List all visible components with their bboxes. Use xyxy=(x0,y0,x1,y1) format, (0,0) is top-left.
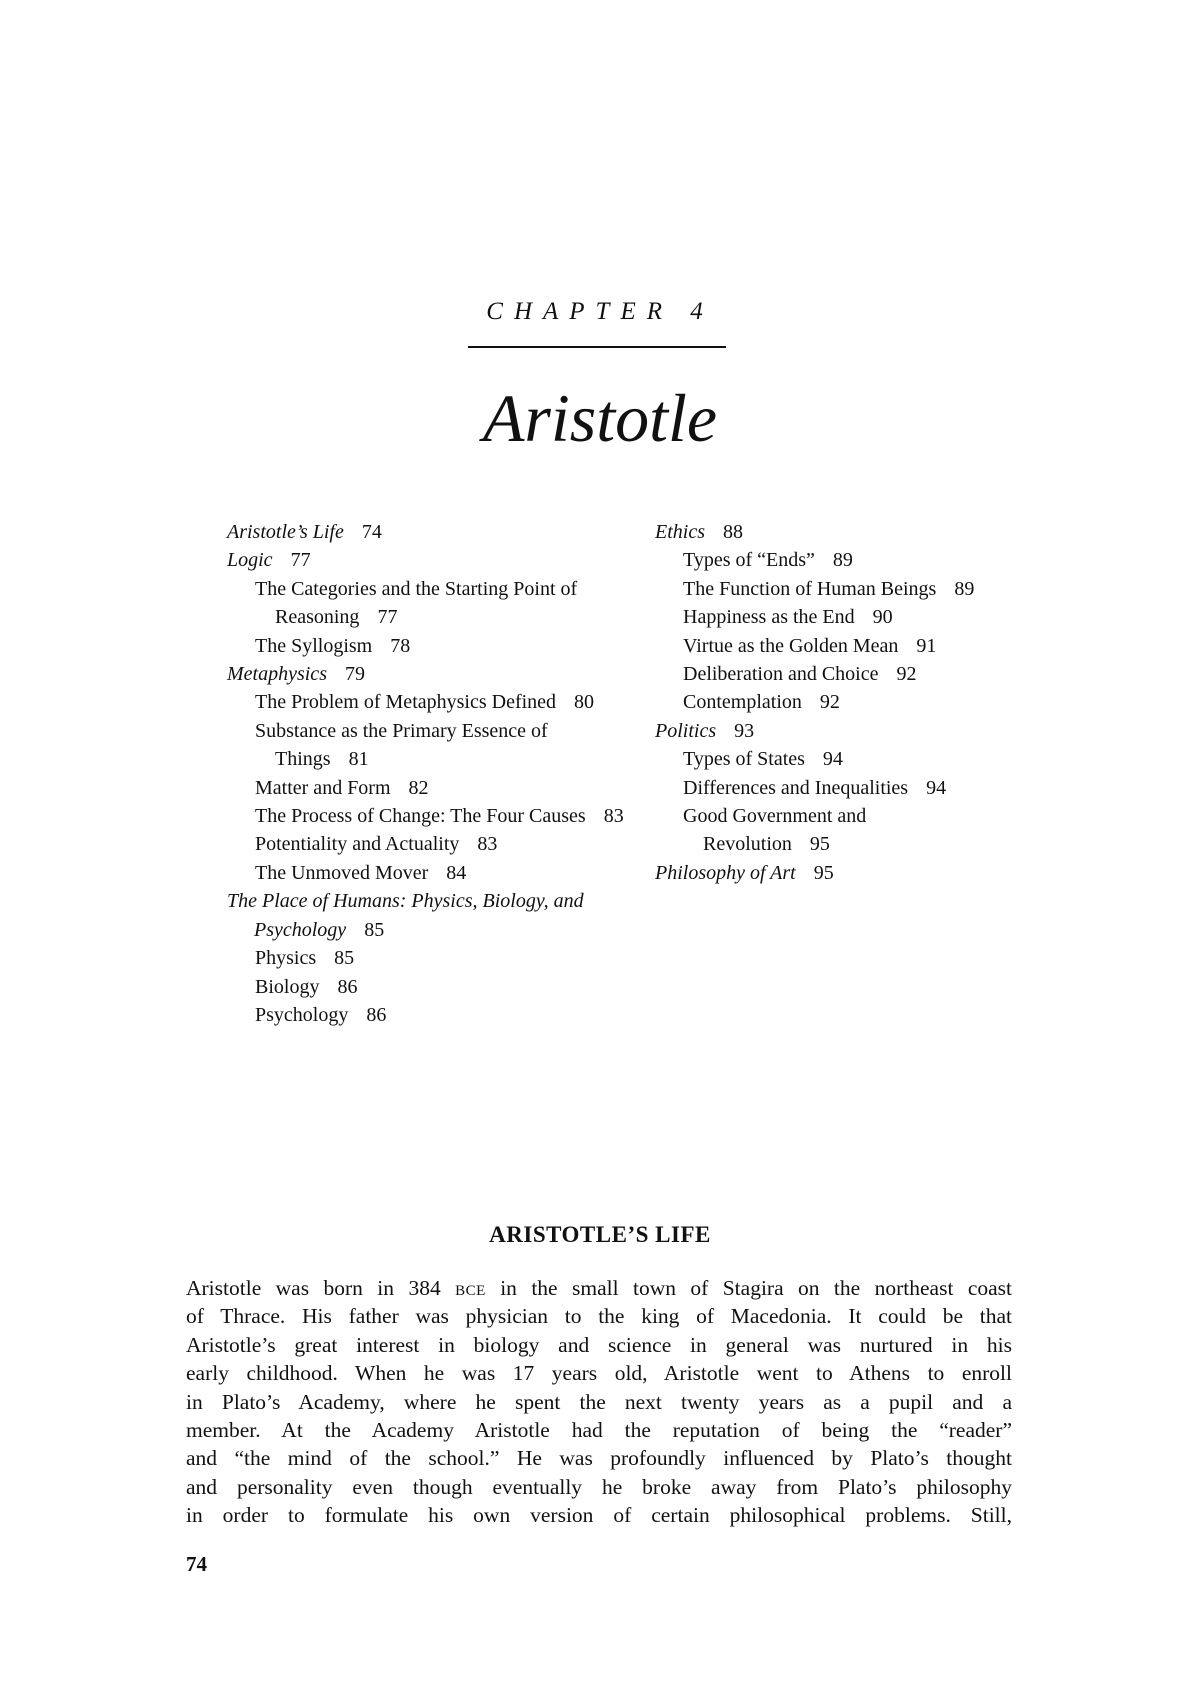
toc-entry-page: 89 xyxy=(832,549,853,572)
body-line xyxy=(186,1416,1012,1444)
body-line xyxy=(186,1331,1012,1359)
toc-entry-page: 74 xyxy=(361,521,382,543)
body-line xyxy=(186,1302,1012,1330)
toc-entry xyxy=(227,688,627,716)
toc-entry-title: Virtue as the Golden Mean xyxy=(683,634,899,657)
toc-entry-title: Biology xyxy=(255,975,320,998)
toc-entry-page: 79 xyxy=(344,663,365,686)
toc-entry-title: Logic xyxy=(227,549,273,572)
body-line xyxy=(186,1274,1012,1302)
toc-entry xyxy=(227,859,627,887)
toc-entry xyxy=(227,575,627,632)
body-paragraph xyxy=(186,1274,1012,1530)
body-text: and “the mind of the school.” He was profoundly influenced by Plato’s thought xyxy=(186,1446,1012,1471)
toc-entry-title: Potentiality and Actuality xyxy=(255,833,460,856)
toc-entry xyxy=(227,1001,627,1029)
toc-entry xyxy=(655,745,985,773)
toc-entry-title: The Syllogism xyxy=(255,634,373,657)
toc-entry-title: Psychology xyxy=(255,1003,349,1026)
toc-entry-title: Substance as the Primary Essence of Things xyxy=(255,719,548,771)
body-line xyxy=(186,1473,1012,1501)
toc-entry xyxy=(227,546,627,574)
toc-entry-title: Happiness as the End xyxy=(683,606,855,629)
toc-entry-title: The Categories and the Starting Point of Reasoning xyxy=(255,577,578,629)
body-text: in order to formulate his own version of certain philosophical problems. Still, xyxy=(186,1503,1012,1528)
body-text: Aristotle was born in 384 xyxy=(186,1276,456,1300)
toc-entry-page: 81 xyxy=(348,748,369,771)
toc-entry-page: 78 xyxy=(390,634,411,657)
toc-entry-page: 89 xyxy=(954,577,975,600)
toc-entry-title: Contemplation xyxy=(683,691,802,714)
toc-entry xyxy=(227,802,627,830)
toc-entry-title: Aristotle’s Life xyxy=(227,521,344,543)
page-number: 74 xyxy=(186,1552,207,1576)
toc-entry-page: 82 xyxy=(408,776,429,799)
toc-entry xyxy=(655,859,985,887)
toc-entry-title: The Process of Change: The Four Causes xyxy=(255,805,586,828)
toc-entry xyxy=(655,518,985,546)
toc-entry xyxy=(655,546,985,574)
toc-entry xyxy=(655,774,985,802)
era-abbreviation: BCE xyxy=(455,1283,486,1299)
toc-entry xyxy=(655,717,985,745)
toc-entry-page: 84 xyxy=(446,861,467,884)
toc-entry-page: 85 xyxy=(364,918,385,941)
toc-entry xyxy=(655,660,985,688)
toc-entry xyxy=(227,660,627,688)
body-text: in the small town of Stagira on the northeast coast xyxy=(485,1276,1012,1300)
toc-entry-page: 93 xyxy=(734,719,755,742)
toc-entry xyxy=(227,774,627,802)
body-text: and personality even though eventually he broke away from Plato’s philosophy xyxy=(186,1474,1012,1499)
toc-entry-page: 94 xyxy=(926,776,947,799)
toc-entry xyxy=(227,632,627,660)
toc-entry-title: Politics xyxy=(655,719,717,742)
toc-entry-title: The Unmoved Mover xyxy=(255,861,429,884)
section-heading: ARISTOTLE’S LIFE xyxy=(489,1222,711,1247)
toc-entry-page: 77 xyxy=(290,549,311,572)
toc-entry-page: 92 xyxy=(896,663,917,686)
toc-entry-page: 91 xyxy=(916,634,937,657)
toc-entry-title: Good Government and Revolution xyxy=(683,805,867,856)
toc-entry-title: Physics xyxy=(255,947,317,970)
toc-entry xyxy=(227,518,627,546)
body-line xyxy=(186,1388,1012,1416)
toc-entry-page: 95 xyxy=(813,861,834,884)
chapter-title: Aristotle xyxy=(482,380,718,456)
toc-entry-page: 86 xyxy=(366,1003,387,1026)
toc-entry xyxy=(227,717,627,774)
toc-entry xyxy=(655,632,985,660)
body-line xyxy=(186,1501,1012,1529)
toc-entry-title: Metaphysics xyxy=(227,663,327,686)
toc-entry xyxy=(655,688,985,716)
body-text: early childhood. When he was 17 years old, Aristotle went to Athens to enroll xyxy=(186,1361,1012,1386)
chapter-rule xyxy=(468,346,726,348)
toc-entry xyxy=(227,973,627,1001)
body-text: of Thrace. His father was physician to the king of Macedonia. It could be that xyxy=(186,1304,1012,1329)
toc-entry xyxy=(655,802,985,859)
toc-entry-title: Philosophy of Art xyxy=(655,861,796,884)
toc-entry xyxy=(655,575,985,603)
toc-entry-title: The Place of Humans: Physics, Biology, and Psychology xyxy=(227,890,584,941)
toc-entry xyxy=(227,830,627,858)
toc-entry-title: Types of “Ends” xyxy=(683,549,815,572)
toc-entry-title: Ethics xyxy=(655,521,705,543)
toc-left-column xyxy=(227,518,627,1029)
body-line xyxy=(186,1444,1012,1472)
toc-entry-page: 83 xyxy=(603,805,624,828)
toc-entry-page: 83 xyxy=(477,833,498,856)
toc-entry-title: Types of States xyxy=(683,748,805,771)
toc-entry-title: The Problem of Metaphysics Defined xyxy=(255,691,557,714)
toc-entry-page: 85 xyxy=(334,947,355,970)
toc-entry-page: 92 xyxy=(819,691,840,714)
toc-entry-page: 86 xyxy=(337,975,358,998)
toc-entry-title: The Function of Human Beings xyxy=(683,577,937,600)
toc-entry-page: 77 xyxy=(377,606,398,629)
body-line xyxy=(186,1359,1012,1387)
chapter-label: CHAPTER 4 xyxy=(486,298,714,325)
toc-right-column xyxy=(655,518,985,887)
toc-entry xyxy=(227,944,627,972)
body-text: member. At the Academy Aristotle had the reputation of being the “reader” xyxy=(186,1417,1012,1442)
toc-entry-title: Matter and Form xyxy=(255,776,391,799)
toc-entry-page: 95 xyxy=(809,833,830,856)
toc-entry xyxy=(655,603,985,631)
toc-entry-page: 88 xyxy=(723,521,743,543)
body-text: Aristotle’s great interest in biology and science in general was nurtured in his xyxy=(186,1332,1012,1357)
toc-entry-page: 90 xyxy=(872,606,893,629)
toc-entry-page: 80 xyxy=(574,691,595,714)
toc-entry xyxy=(227,887,627,944)
toc-entry-title: Deliberation and Choice xyxy=(683,663,879,686)
toc-entry-page: 94 xyxy=(822,748,843,771)
body-text: in Plato’s Academy, where he spent the next twenty years as a pupil and a xyxy=(186,1389,1012,1414)
toc-entry-title: Differences and Inequalities xyxy=(683,776,909,799)
